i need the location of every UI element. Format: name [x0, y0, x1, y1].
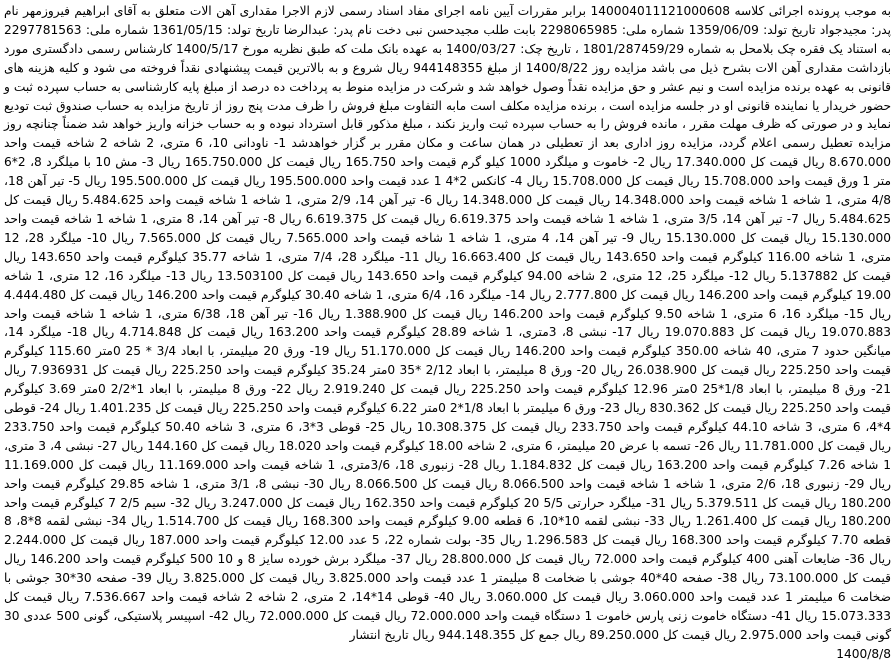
publish-date: 1400/8/8: [836, 646, 891, 661]
notice-body: به موجب پرونده اجرائی کلاسه 140004011121000608 برابر مقررات آیین نامه اجرای مفاد اسناد رسمی لازم الاجرا مقداری آهن الات متعلق به آقای ابراهیم فیروزمهر نام پدر: مجیدجواد تاریخ تولد: 1359/06/09 شماره ملی: 2298065985 بابت طلب مجیدحسن نبی دخت نام پدر: عبدالرضا تاریخ تولد: 1361/05/15 شماره ملی: 2297781563 به استناد یک فقره چک بلامحل به شماره 1801/287459/29 ، تاریخ چک: 1400/03/27 به عهده بانک ملت که طبق نظریه مورخ 1400/5/17 کارشناس رسمی دادگستری مورد بازداشت مقداری آهن الات بشرح ذیل می باشد مزایده روز 1400/8/22 از مبلغ 944148355 ریال شروع و به بالاترین قیمت پیشنهادی نقداً فروخته می شود و کلیه هزینه های قانونی به عهده برنده مزایده است و نیم عشر و حق مزایده نقداً وصول خواهد شد و شرکت در مزایده منوط به پرداخت ده درصد از مبلغ پایه کارشناسی به حساب سپرده ثبت و حضور خریدار یا نماینده قانونی او در جلسه مزایده است ، برنده مزایده مکلف است مابه التفاوت مبلغ فروش را ظرف مدت پنج روز از تاریخ مزایده به حساب صندوق ثبت تودیع نماید و در صورتی که ظرف مهلت مقرر ، مانده فروش را به حساب سپرده ثبت واریز نکند ، مبلغ مذکور قابل استرداد نبوده و به حساب خزانه واریز خواهد شد ضمناً چنانچه روز مزایده تعطیل رسمی اعلام گردد، مزایده روز اداری بعد از تعطیلی در همان ساعت و مکان مقرر بر گزار خواهدشد 1- ناودانی 10، 6 متری، 2 شاخه 2 شاخه قیمت واحد 8.670.000 ریال قیمت کل 17.340.000 ریال 2- خاموت و میلگرد 1000 کیلو گرم قیمت واحد 165.750 ریال قیمت کل 165.750.000 ریال 3- مش 10 با میلگرد 8، 2*6 متر 1 ورق قیمت واحد 15.708.000 ریال قیمت کل 15.708.000 ریال 4- کانکس 2*4 1 عدد قیمت واحد 195.500.000 ریال قیمت کل 195.500.000 ریال 5- تیر آهن 18، 4/8 متری، 1 شاخه 1 شاخه قیمت واحد 14.348.000 ریال قیمت کل 14.348.000 ریال 6- تیر آهن 14، 2/9 متری، 1 شاخه 1 شاخه قیمت واحد 5.484.625 ریال قیمت کل 5.484.625 ریال 7- تیر آهن 14، 3/5 متری، 1 شاخه 1 شاخه قیمت واحد 6.619.375 ریال قیمت کل 6.619.375 ریال 8- تیر آهن 14، 8 متری، 1 شاخه 1 شاخه قیمت واحد 15.130.000 ریال قیمت کل 15.130.000 ریال 9- تیر آهن 14، 4 متری، 1 شاخه 1 شاخه قیمت واحد 7.565.000 ریال قیمت کل 7.565.000 ریال 10- میلگرد 28، 12 متری، 1 شاخه 116.00 کیلوگرم قیمت واحد 143.650 ریال قیمت کل 16.663.400 ریال 11- میلگرد 28، 7/4 متری، 1 شاخه 35.77 کیلوگرم قیمت واحد 143.650 ریال قیمت کل 5.137882 ریال 12- میلگرد 25، 12 متری، 2 شاخه 94.00 کیلوگرم قیمت واحد 143.650 ریال قیمت کل 13.503100 ریال 13- میلگرد 16، 12 متری، 1 شاخه 19.00 کیلوگرم قیمت واحد 146.200 ریال قیمت کل 2.777.800 ریال 14- میلگرد 16، 6/4 متری، 1 شاخه 30.40 کیلوگرم قیمت واحد 146.200 ریال قیمت کل 4.444.480 ریال 15- میلگرد 16، 6 متری، 1 شاخه 9.50 کیلوگرم قیمت واحد 146.200 ریال قیمت کل 1.388.900 ریال 16- تیر آهن 18، 6/38 متری، 1 شاخه 1 شاخه قیمت واحد 19.070.883 ریال قیمت کل 19.070.883 ریال 17- نبشی 8، 3متری، 1 شاخه 28.89 کیلوگرم قیمت واحد 163.200 ریال قیمت کل 4.714.848 ریال 18- میلگرد 14، میانگین حدود 7 متری، 40 شاخه 350.00 کیلوگرم قیمت واحد 146.200 ریال قیمت کل 51.170.000 ریال 19- ورق 20 میلیمتر، با ابعاد 3/4 * 25 0متر 115.60 کیلوگرم قیمت واحد 225.250 ریال قیمت کل 26.038.900 ریال 20- ورق 8 میلیمتر، با ابعاد 2/12 *35 0متر 35.24 کیلوگرم قیمت واحد 225.250 ریال قیمت کل 7.936931 ریال 21- ورق 8 میلیمتر، با ابعاد 1/8*25 0متر 12.96 کیلوگرم قیمت واحد 225.250 ریال قیمت کل 2.919.240 ریال 22- ورق 8 میلیمتر، با ابعاد 1*2/2 0متر 3.69 کیلوگرم قیمت واحد 225.250 ریال قیمت کل 830.362 ریال 23- ورق 6 میلیمتر با ابعاد 1/8*2 0متر 6.22 کیلوگرم قیمت واحد 225.250 ریال قیمت کل 1.401.235 ریال 24- قوطی 4*4، 6 متری، 3 شاخه 44.10 کیلوگرم قیمت واحد 233.750 ریال قیمت کل 10.308.375 ریال 25- قوطی 3*3، 6 متری، 3 شاخه 50.40 کیلوگرم قیمت واحد 233.750 ریال قیمت کل 11.781.000 ریال 26- تسمه با عرض 20 میلیمتر، 6 متری، 2 شاخه 18.00 کیلوگرم قیمت واحد 18.020 ریال قیمت کل 144.160 ریال 27- نبشی 4، 3 متری، 1 شاخه 7.26 کیلوگرم قیمت واحد 163.200 ریال قیمت کل 1.184.832 ریال 28- زنبوری 18، 3/6متری، 1 شاخه قیمت واحد 11.169.000 ریال قیمت کل 11.169.000 ریال 29- زنبوری 18، 2/6 متری، 1 شاخه 1 شاخه قیمت واحد 8.066.500 ریال قیمت کل 8.066.500 ریال 30- نبشی 8، 3/1 متری، 1 شاخه 29.85 کیلوگرم قیمت واحد 180.200 ریال قیمت کل 5.379.511 ریال 31- میلگرد حرارتی 5/5 20 کیلوگرم قیمت واحد 162.350 ریال قیمت کل 3.247.000 ریال 32- سیم 2/5 7 کیلوگرم قیمت واحد 180.200 ریال قیمت کل 1.261.400 ریال 33- نبشی لقمه 10*10، 6 قطعه 9.00 کیلوگرم قیمت واحد 168.300 ریال قیمت کل 1.514.700 ریال 34- نبشی لقمه 8*8، 8 قطعه 7.70 کیلوگرم قیمت واحد 168.300 ریال قیمت کل 1.296.583 ریال 35- بولت شماره 22، 5 عدد 12.00 کیلوگرم قیمت واحد 187.000 ریال قیمت کل 2.244.000 ریال 36- ضایعات آهنی 400 کیلوگرم قیمت واحد 72.000 ریال قیمت کل 28.800.000 ریال 37- میلگرد برش خورده سایز 8 و 10 500 کیلوگرم قیمت واحد 146.200 ریال قیمت کل 73.100.000 ریال 38- صفحه 40*40 جوشی با ضخامت 8 میلیمتر 1 عدد قیمت واحد 3.825.000 ریال قیمت کل 3.825.000 ریال 39- صفحه 30*30 جوشی با ضخامت 6 میلیمتر 1 عدد قیمت واحد 3.060.000 ریال قیمت کل 3.060.000 ریال 40- قوطی 14*14، 2 متری، 2 شاخه 2 شاخه قیمت واحد 7.536.667 ریال قیمت کل 15.073.333 ریال 41- دستگاه خاموت زنی پارس خاموت 1 دستگاه قیمت واحد 72.000.000 ریال قیمت کل 72.000.000 ریال 42- اسپیسر پلاستیکی، گونی 500 عددی 30 گونی قیمت واحد 2.975.000 ریال قیمت کل 89.250.000 ریال جمع کل 944.148.355 ریال تاریخ انتشار: [4, 4, 892, 642]
